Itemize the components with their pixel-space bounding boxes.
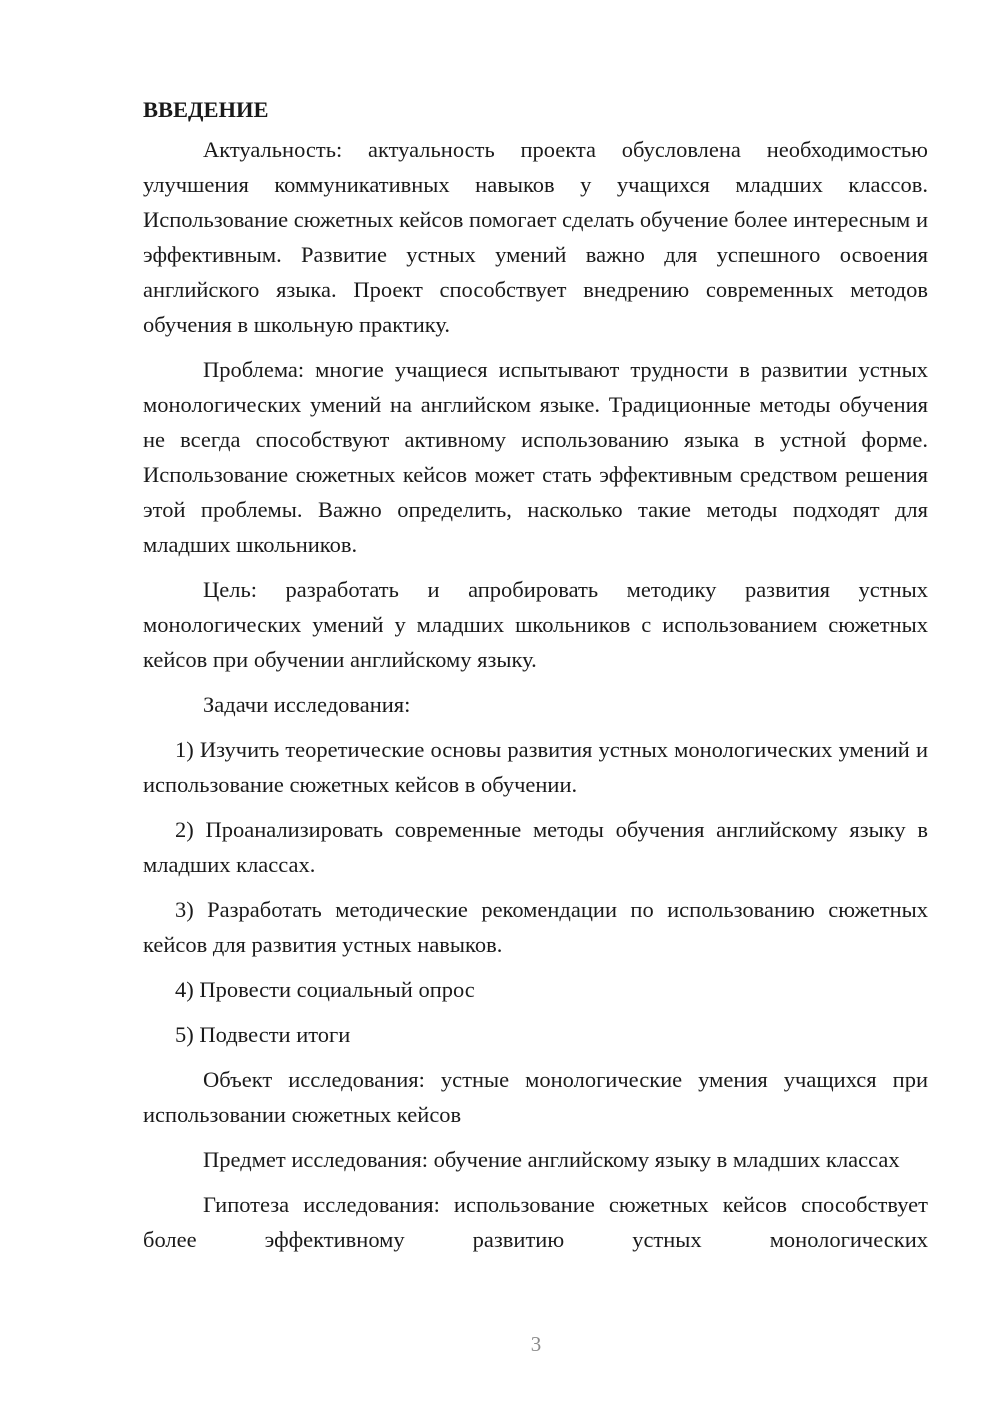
paragraph-subject: Предмет исследования: обучение английскому языку в младших классах	[203, 1147, 900, 1172]
task-item: 2) Проанализировать современные методы обучения английскому языку в младших классах.	[143, 817, 928, 877]
page-number: 3	[530, 1332, 542, 1356]
task-item: 4) Провести социальный опрос	[175, 977, 475, 1002]
paragraph-goal: Цель: разработать и апробировать методику развития устных монологических умений у младших школьников с использованием сюжетных кейсов при обучении английскому языку.	[143, 577, 928, 672]
paragraph-tasks-heading: Задачи исследования:	[203, 692, 411, 717]
page-title: ВВЕДЕНИЕ	[143, 97, 269, 122]
document-page	[143, 92, 928, 1257]
paragraph-object: Объект исследования: устные монологические умения учащихся при использовании сюжетных кейсов	[143, 1067, 928, 1127]
paragraph-relevance: Актуальность: актуальность проекта обусловлена необходимостью улучшения коммуникативных навыков у учащихся младших классов. Использование сюжетных кейсов помогает сделать обучение более интересным и эффективным. Развитие устных умений важно для успешного освоения английского языка. Проект способствует внедрению современных методов обучения в школьную практику.	[143, 137, 928, 337]
paragraph-problem: Проблема: многие учащиеся испытывают трудности в развитии устных монологических умений на английском языке. Традиционные методы обучения не всегда способствуют активному использованию языка в устной форме. Использование сюжетных кейсов может стать эффективным средством решения этой проблемы. Важно определить, насколько такие методы подходят для младших школьников.	[143, 357, 928, 557]
task-item: 3) Разработать методические рекомендации по использованию сюжетных кейсов для развития устных навыков.	[143, 897, 928, 957]
paragraph-hypothesis: Гипотеза исследования: использование сюжетных кейсов способствует более эффективному развитию устных монологических	[143, 1192, 928, 1252]
task-item: 5) Подвести итоги	[175, 1022, 351, 1047]
task-item: 1) Изучить теоретические основы развития устных монологических умений и использование сюжетных кейсов в обучении.	[143, 737, 928, 797]
